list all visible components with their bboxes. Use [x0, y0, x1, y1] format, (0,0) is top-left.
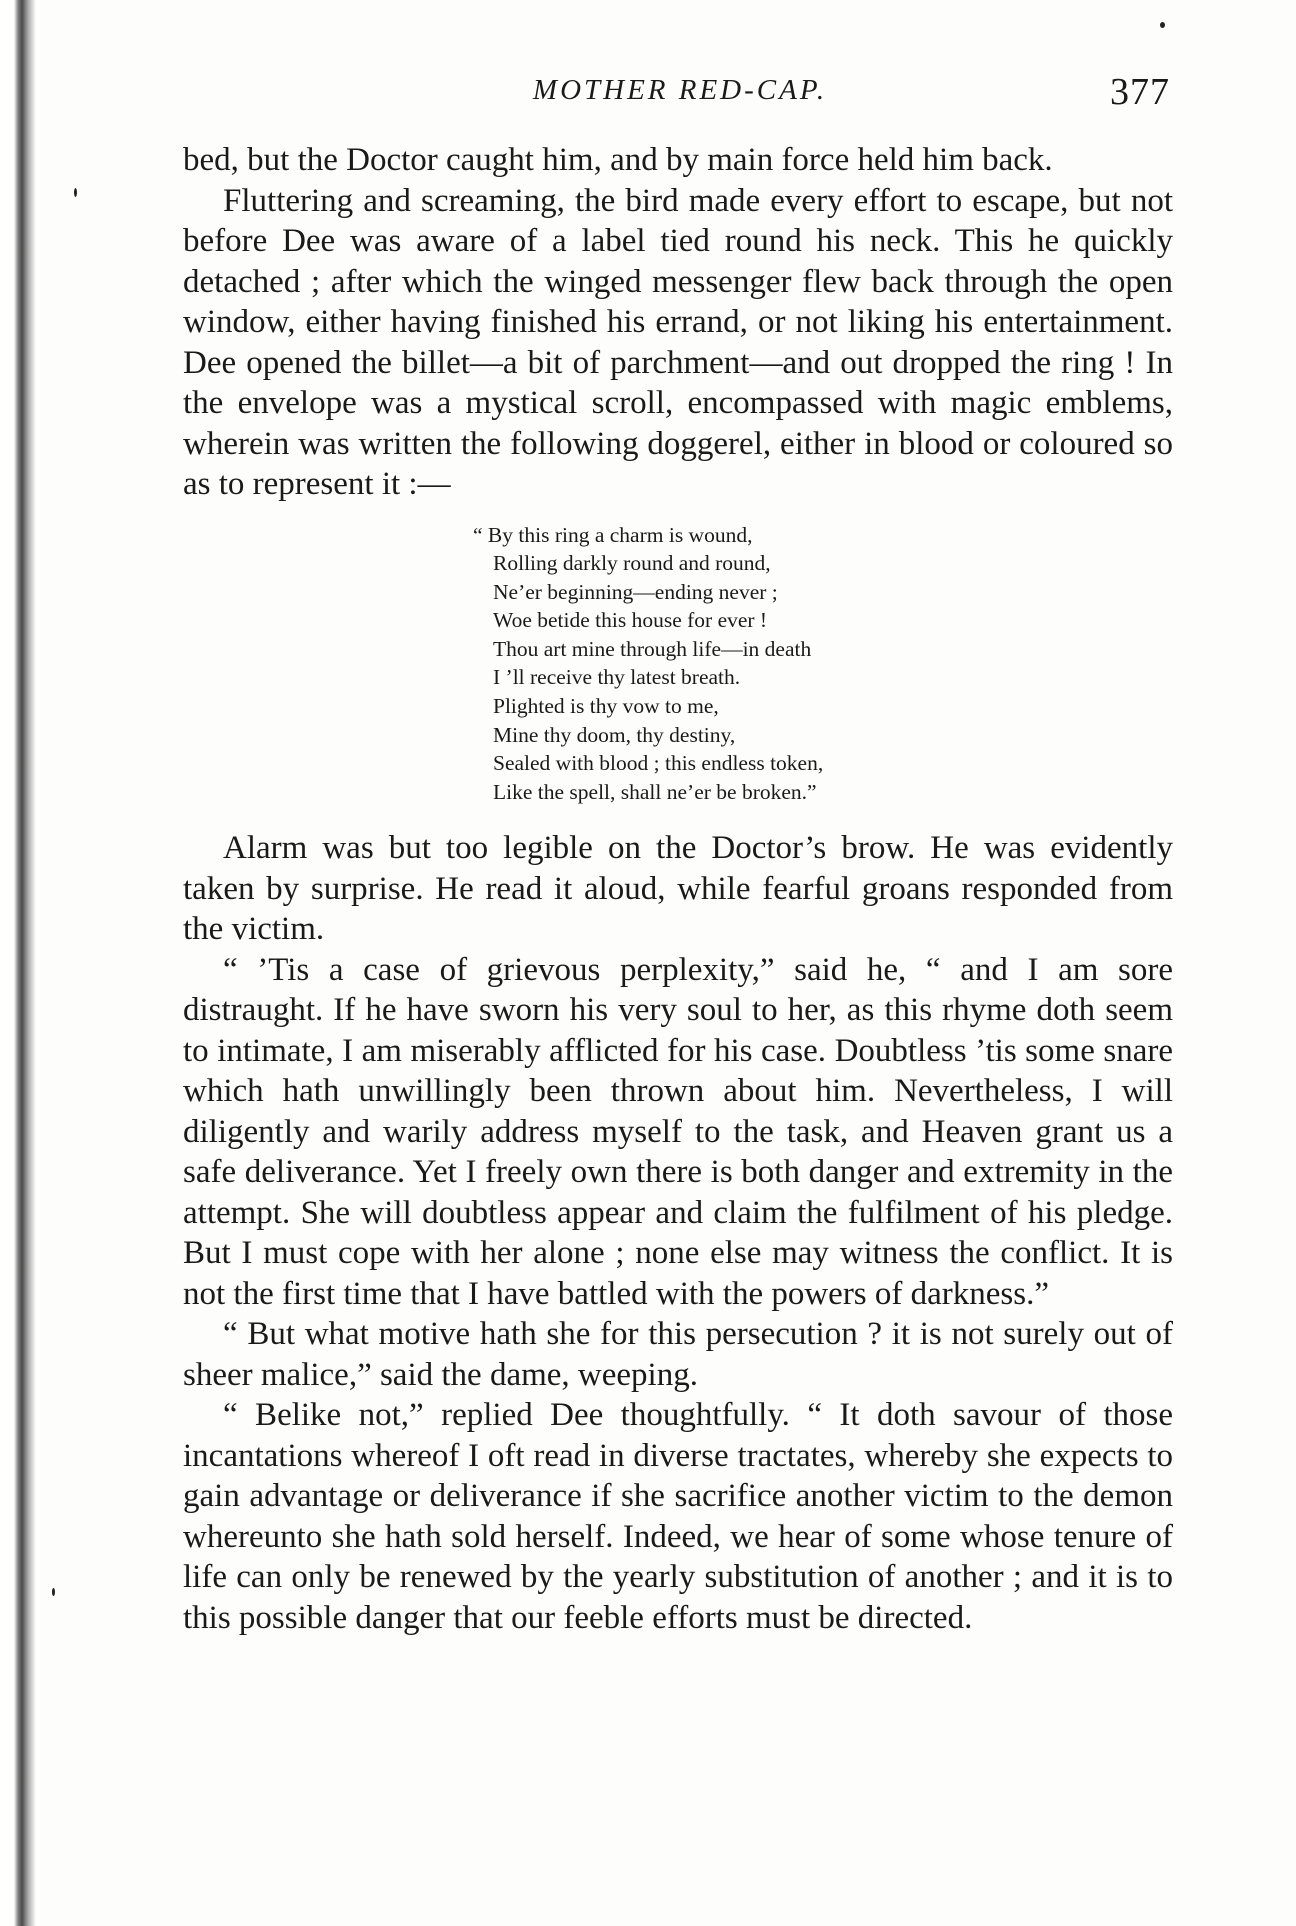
page-speck	[52, 1588, 55, 1596]
verse-block	[473, 521, 1173, 807]
paragraph-dee-speech: “ ’Tis a case of grievous perplexity,” said he, “ and I am sore distraught. If he have sworn his very soul to her, as this rhyme doth seem to intimate, I am miserably afflicted for his case. Doubtless ’tis some snare which hath unwillingly been thrown about him. Nevertheless, I will diligently and warily address myself to the task, and Heaven grant us a safe deliverance. Yet I freely own there is both danger and extremity in the attempt. She will doubtless appear and claim the fulfilment of his pledge. But I must cope with her alone ; none else may witness the conflict. It is not the first time that I have battled with the powers of darkness.”	[183, 951, 1173, 1312]
verse-line: Like the spell, shall ne’er be broken.”	[493, 779, 817, 804]
paragraph-bird-label: Fluttering and screaming, the bird made every effort to escape, but not before Dee was aware of a label tied round his neck. This he quickly detached ; after which the winged messenger flew back through the open window, either having finished his errand, or not liking his entertainment. Dee opened the billet—a bit of parchment—and out dropped the ring ! In the envelope was a mystical scroll, encompassed with magic emblems, wherein was written the following doggerel, either in blood or coloured so as to represent it :—	[183, 182, 1173, 502]
paragraph-dame-question: “ But what motive hath she for this persecution ? it is not surely out of sheer malice,” said the dame, weeping.	[183, 1316, 1173, 1393]
verse-line: Sealed with blood ; this endless token,	[493, 751, 824, 776]
paragraph-continued: bed, but the Doctor caught him, and by main force held him back.	[183, 142, 1053, 178]
verse-line: Rolling darkly round and round,	[493, 551, 771, 576]
verse-line: Plighted is thy vow to me,	[493, 694, 719, 719]
page-number: 377	[1110, 71, 1170, 113]
paragraph-dee-reply: “ Belike not,” replied Dee thoughtfully. “ It doth savour of those incantations whereof I oft read in diverse tractates, whereby she expects to gain advantage or deliverance if she sacrifice another victim to the demon whereunto she hath sold herself. Indeed, we hear of some whose tenure of life can only be renewed by the yearly substitution of another ; and it is to this possible danger that our feeble efforts must be directed.	[183, 1397, 1173, 1636]
running-title: MOTHER RED-CAP.	[532, 74, 828, 106]
verse-line: Mine thy doom, thy destiny,	[493, 722, 736, 747]
verse-line: Woe betide this house for ever !	[493, 608, 768, 633]
binding-edge	[0, 0, 40, 1926]
verse-line: “ By this ring a charm is wound,	[473, 522, 753, 547]
verse-line: Thou art mine through life—in death	[493, 636, 812, 661]
paragraph-alarm: Alarm was but too legible on the Doctor’s brow. He was evidently taken by surprise. He read it aloud, while fearful groans responded from the victim.	[183, 830, 1173, 948]
page-speck	[74, 188, 77, 197]
verse-line: Ne’er beginning—ending never ;	[493, 579, 778, 604]
page-speck	[1160, 22, 1165, 28]
running-head	[190, 70, 1170, 120]
verse-line: I ’ll receive thy latest breath.	[493, 665, 741, 690]
body-text	[183, 140, 1173, 1638]
